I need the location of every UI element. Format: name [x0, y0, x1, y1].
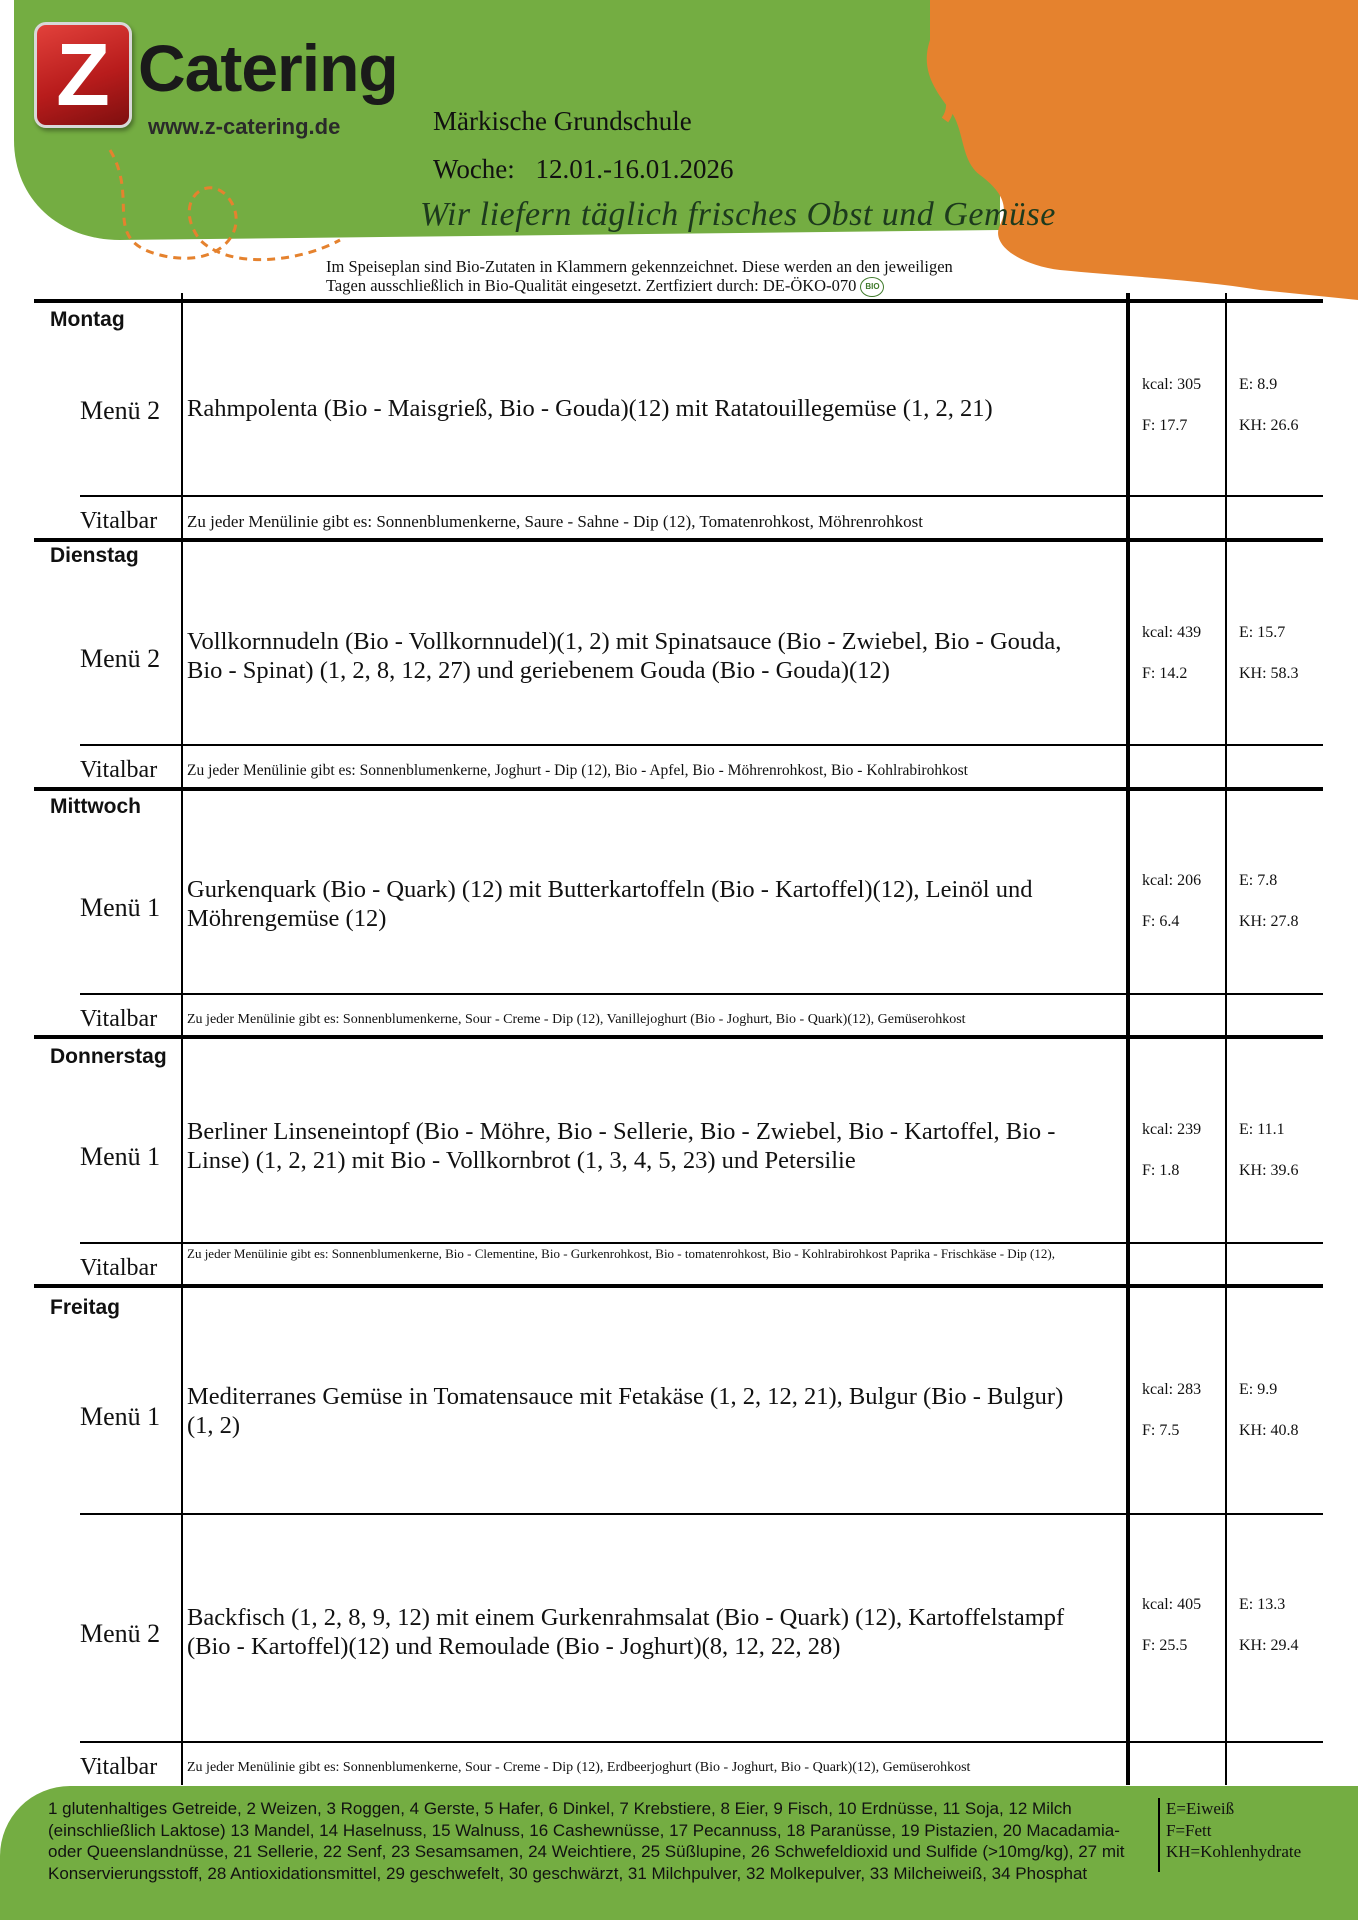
day-label-freitag: Freitag: [50, 1296, 121, 1319]
vitalbar-text: Zu jeder Menülinie gibt es: Sonnenblumenkerne, Sour - Creme - Dip (12), Vanillejoghurt (Bio - Joghurt, Bio - Quark)(12), Gemüserohkost: [187, 1012, 966, 1027]
vitalbar-label: Vitalbar: [80, 508, 158, 534]
day-label-montag: Montag: [50, 308, 125, 331]
menu-label: Menü 1: [80, 1142, 161, 1171]
fat-value: F: 25.5: [1142, 1637, 1188, 1654]
vitalbar-label: Vitalbar: [80, 1754, 158, 1780]
bio-note-line-2-text: Tagen ausschließlich in Bio-Qualität eingesetzt. Zertfiziert durch: DE-ÖKO-070: [326, 276, 857, 295]
vitalbar-text: Zu jeder Menülinie gibt es: Sonnenblumenkerne, Joghurt - Dip (12), Bio - Apfel, Bio - Möhrenrohkost, Bio - Kohlrabirohkost: [187, 762, 968, 779]
protein-value: E: 15.7: [1239, 624, 1286, 641]
slogan: Wir liefern täglich frisches Obst und Gemüse: [420, 196, 1056, 233]
menu-label: Menü 1: [80, 893, 161, 922]
rule-freitag-vital: [80, 1741, 1323, 1743]
protein-value: E: 13.3: [1239, 1596, 1286, 1613]
fat-value: F: 6.4: [1142, 913, 1180, 930]
menu-label: Menü 1: [80, 1402, 161, 1431]
menu-label: Menü 2: [80, 644, 161, 673]
week-label: Woche:: [433, 154, 515, 184]
carbs-value: KH: 40.8: [1239, 1422, 1299, 1439]
day-label-donnerstag: Donnerstag: [50, 1045, 167, 1068]
fat-value: F: 1.8: [1142, 1162, 1180, 1179]
carbs-value: KH: 27.8: [1239, 913, 1299, 930]
week-range: 12.01.-16.01.2026: [535, 154, 734, 184]
rule-col-nutrition: [1126, 293, 1130, 1785]
carbs-value: KH: 26.6: [1239, 417, 1299, 434]
bio-seal-icon: BIO: [860, 277, 884, 297]
rule-donnerstag-vital: [80, 1242, 1323, 1244]
kcal-value: kcal: 283: [1142, 1381, 1202, 1398]
nutrient-legend: [1166, 1798, 1301, 1863]
menu-description: Gurkenquark (Bio - Quark) (12) mit Butterkartoffeln (Bio - Kartoffel)(12), Leinöl und Möhrengemüse (12): [187, 876, 1033, 932]
school-name: Märkische Grundschule: [433, 106, 692, 136]
legend-carbs: KH=Kohlenhydrate: [1166, 1842, 1302, 1861]
bio-note-line-1: Im Speiseplan sind Bio-Zutaten in Klammern gekennzeichnet. Diese werden an den jeweiligen: [326, 257, 953, 276]
fat-value: F: 7.5: [1142, 1422, 1180, 1439]
bio-note-line-2: [326, 276, 1026, 297]
vitalbar-label: Vitalbar: [80, 1006, 158, 1032]
vitalbar-label: Vitalbar: [80, 757, 158, 783]
rule-col-nutrition-split: [1225, 293, 1227, 1785]
day-label-dienstag: Dienstag: [50, 544, 139, 567]
week-line: [433, 154, 734, 185]
protein-value: E: 9.9: [1239, 1381, 1278, 1398]
carbs-value: KH: 39.6: [1239, 1162, 1299, 1179]
rule-col-left: [181, 293, 183, 1785]
day-label-mittwoch: Mittwoch: [50, 795, 141, 818]
website-link[interactable]: www.z-catering.de: [148, 114, 341, 139]
protein-value: E: 11.1: [1239, 1121, 1285, 1138]
legend-protein: E=Eiweiß: [1166, 1799, 1235, 1818]
vitalbar-text: Zu jeder Menülinie gibt es: Sonnenblumenkerne, Saure - Sahne - Dip (12), Tomatenrohkost, Möhrenrohkost: [187, 512, 923, 531]
protein-value: E: 7.8: [1239, 872, 1278, 889]
legend-divider: [1158, 1798, 1160, 1872]
bio-note: [326, 257, 1026, 297]
rule-freitag-menu2: [80, 1513, 1323, 1515]
legend-fat: F=Fett: [1166, 1820, 1212, 1840]
menu-description: Vollkornnudeln (Bio - Vollkornnudel)(1, 2) mit Spinatsauce (Bio - Zwiebel, Bio - Gouda, Bio - Spinat) (1, 2, 8, 12, 27) und geriebenem Gouda (Bio - Gouda)(12): [187, 628, 1062, 684]
carbs-value: KH: 58.3: [1239, 665, 1299, 682]
allergen-legend: 1 glutenhaltiges Getreide, 2 Weizen, 3 Roggen, 4 Gerste, 5 Hafer, 6 Dinkel, 7 Krebstiere, 8 Eier, 9 Fisch, 10 Erdnüsse, 11 Soja, 12 Milch (einschließlich Laktose) 13 Mandel, 14 Haselnuss, 15 Walnuss, 16 Cashewnüsse, 17 Pecannuss, 18 Paranüsse, 19 Pistazien, 20 Macadamia- oder Queenslandnüsse, 21 Sellerie, 22 Senf, 23 Sesamsamen, 24 Weichtiere, 25 Süßlupine, 26 Schwefeldioxid und Sulfide (>10mg/kg), 27 mit Konservierungsstoff, 28 Antioxidationsmittel, 29 geschwefelt, 30 geschwärzt, 31 Milchpulver, 32 Molkepulver, 33 Milcheiweiß, 34 Phosphat: [48, 1799, 1125, 1883]
menu-label: Menü 2: [80, 1619, 161, 1648]
logo-wordmark: Catering: [138, 31, 398, 105]
kcal-value: kcal: 206: [1142, 872, 1202, 889]
kcal-value: kcal: 305: [1142, 376, 1202, 393]
vitalbar-text: Zu jeder Menülinie gibt es: Sonnenblumenkerne, Sour - Creme - Dip (12), Erdbeerjoghurt (Bio - Joghurt, Bio - Quark)(12), Gemüserohkost: [187, 1760, 971, 1775]
rule-montag-vital: [80, 495, 1323, 497]
kcal-value: kcal: 239: [1142, 1121, 1202, 1138]
vitalbar-text: Zu jeder Menülinie gibt es: Sonnenblumenkerne, Bio - Clementine, Bio - Gurkenrohkost, Bio - tomatenrohkost, Bio - Kohlrabirohkost Paprika - Frischkäse - Dip (12),: [187, 1246, 1055, 1261]
menu-description: Rahmpolenta (Bio - Maisgrieß, Bio - Gouda)(12) mit Ratatouillegemüse (1, 2, 21): [187, 395, 993, 422]
kcal-value: kcal: 405: [1142, 1596, 1202, 1613]
protein-value: E: 8.9: [1239, 376, 1278, 393]
rule-mittwoch-vital: [80, 993, 1323, 995]
menu-label: Menü 2: [80, 396, 161, 425]
fat-value: F: 14.2: [1142, 665, 1188, 682]
fat-value: F: 17.7: [1142, 417, 1188, 434]
rule-dienstag-vital: [80, 744, 1323, 746]
carbs-value: KH: 29.4: [1239, 1637, 1299, 1654]
vitalbar-label: Vitalbar: [80, 1255, 158, 1281]
menu-description: Berliner Linseneintopf (Bio - Möhre, Bio - Sellerie, Bio - Zwiebel, Bio - Kartoffel, Bio - Linse) (1, 2, 21) mit Bio - Vollkornbrot (1, 3, 4, 5, 23) und Petersilie: [187, 1118, 1056, 1174]
logo-mark: Z: [34, 22, 132, 128]
menu-description: Backfisch (1, 2, 8, 9, 12) mit einem Gurkenrahmsalat (Bio - Quark) (12), Kartoffelstampf (Bio - Kartoffel)(12) und Remoulade (Bio - Joghurt)(8, 12, 22, 28): [187, 1604, 1065, 1660]
kcal-value: kcal: 439: [1142, 624, 1202, 641]
menu-description: Mediterranes Gemüse in Tomatensauce mit Fetakäse (1, 2, 12, 21), Bulgur (Bio - Bulgur)(1, 2): [187, 1383, 1064, 1439]
